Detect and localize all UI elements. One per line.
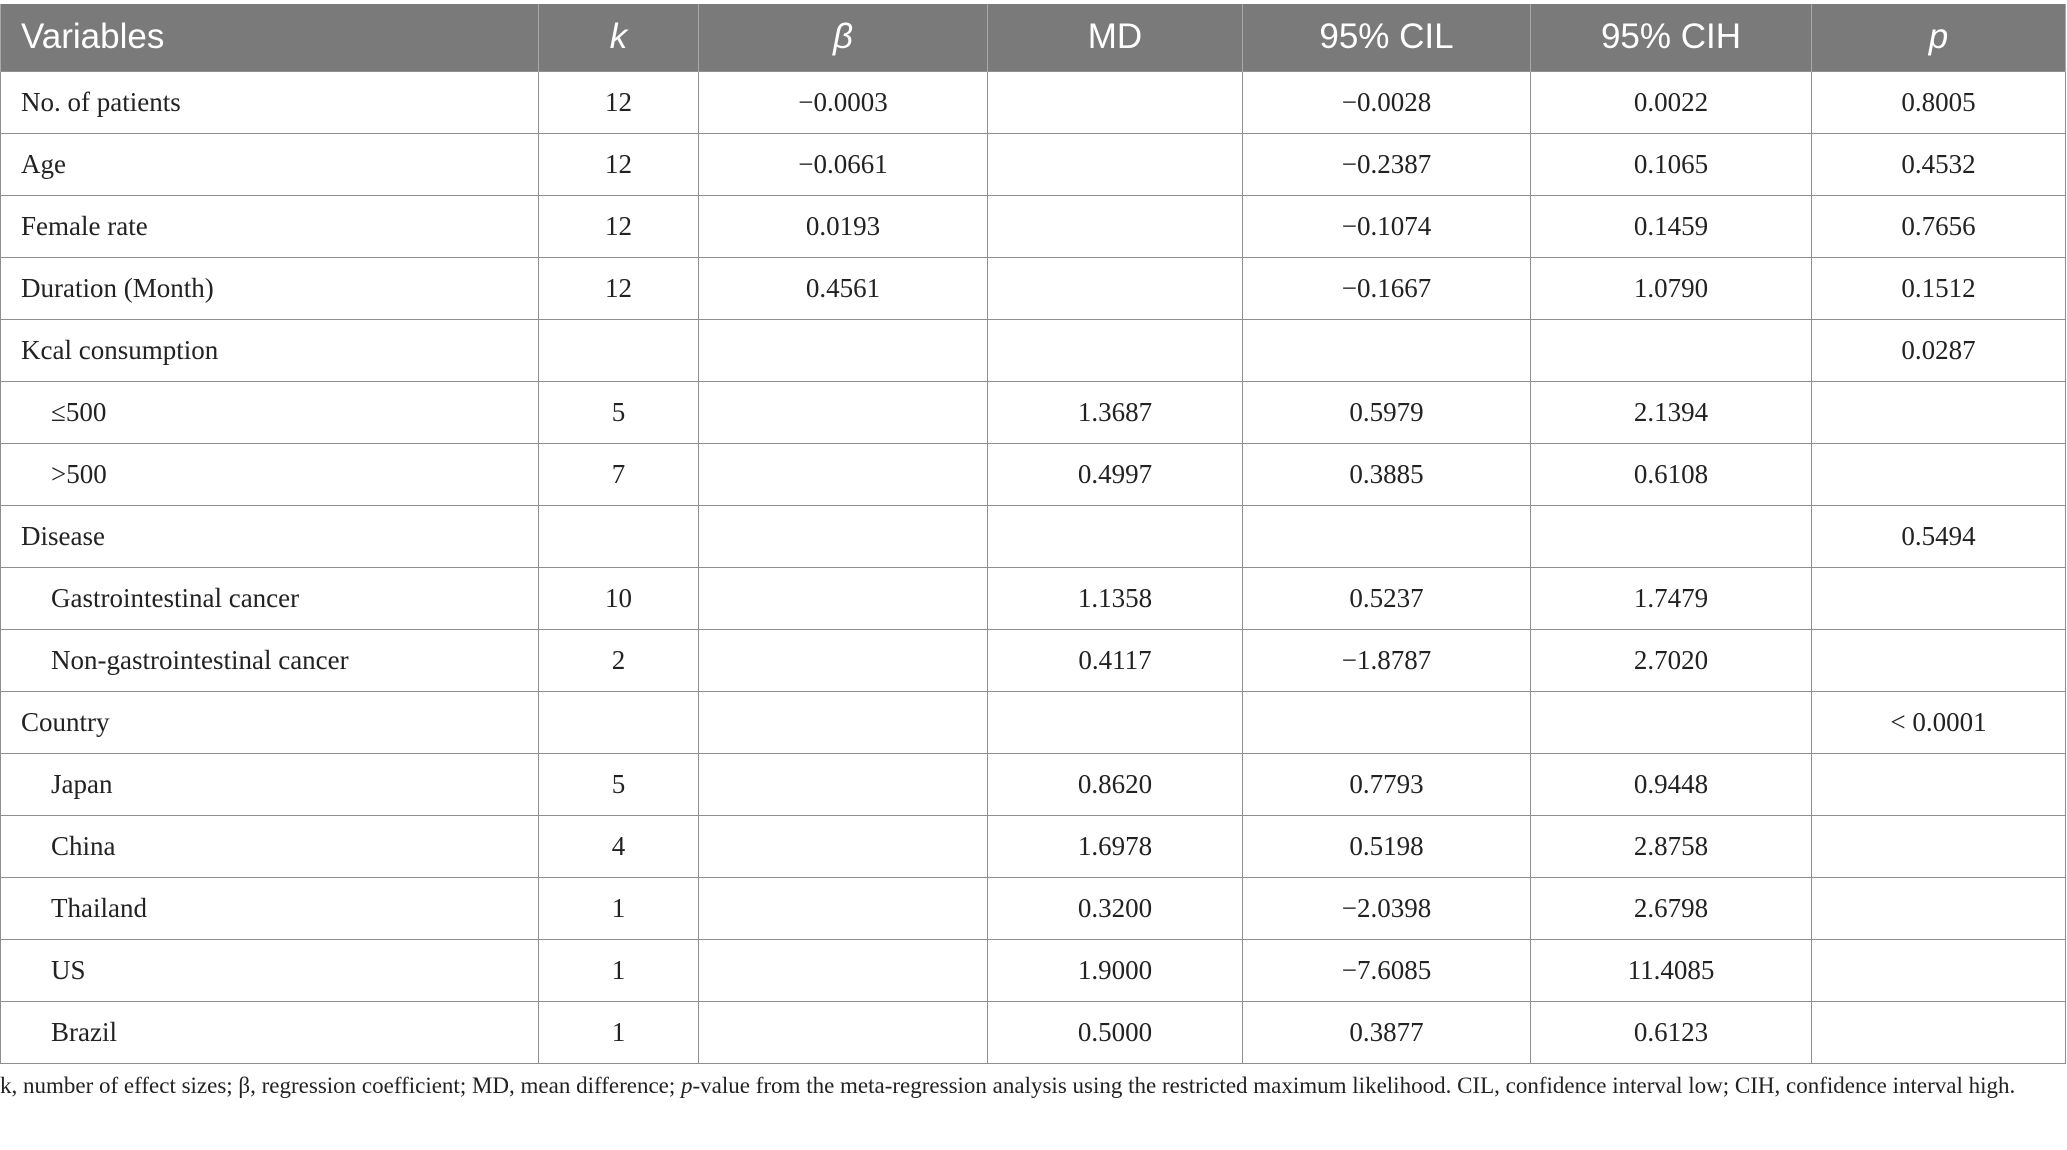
cell-variable: No. of patients	[1, 71, 539, 133]
cell-cih: 0.0022	[1531, 71, 1812, 133]
header-k: k	[539, 4, 699, 71]
table-row	[1, 939, 2066, 1001]
cell-cih: 0.1065	[1531, 133, 1812, 195]
cell-p	[1812, 1001, 2066, 1063]
cell-cil: −1.8787	[1243, 629, 1531, 691]
cell-variable: Gastrointestinal cancer	[1, 567, 539, 629]
cell-p	[1812, 877, 2066, 939]
cell-k	[539, 691, 699, 753]
cell-cih: 11.4085	[1531, 939, 1812, 1001]
table-row	[1, 629, 2066, 691]
cell-k: 2	[539, 629, 699, 691]
table-row	[1, 71, 2066, 133]
cell-p: 0.8005	[1812, 71, 2066, 133]
cell-k: 1	[539, 1001, 699, 1063]
cell-p	[1812, 629, 2066, 691]
cell-variable: Brazil	[1, 1001, 539, 1063]
cell-p	[1812, 753, 2066, 815]
cell-cil: 0.3877	[1243, 1001, 1531, 1063]
cell-md: 0.3200	[988, 877, 1243, 939]
cell-k: 12	[539, 133, 699, 195]
cell-cil	[1243, 319, 1531, 381]
cell-k: 1	[539, 877, 699, 939]
cell-variable: Japan	[1, 753, 539, 815]
footnote-p-italic: p	[681, 1073, 693, 1098]
cell-p	[1812, 567, 2066, 629]
header-p: p	[1812, 4, 2066, 71]
cell-cil: 0.5198	[1243, 815, 1531, 877]
cell-k: 10	[539, 567, 699, 629]
cell-cil: 0.7793	[1243, 753, 1531, 815]
cell-p	[1812, 815, 2066, 877]
header-row	[1, 4, 2066, 71]
cell-variable: Age	[1, 133, 539, 195]
cell-cih: 2.8758	[1531, 815, 1812, 877]
cell-variable: Country	[1, 691, 539, 753]
cell-cih: 1.0790	[1531, 257, 1812, 319]
table-row	[1, 505, 2066, 567]
cell-cil: 0.5979	[1243, 381, 1531, 443]
cell-k: 12	[539, 257, 699, 319]
cell-cih: 2.1394	[1531, 381, 1812, 443]
cell-p	[1812, 443, 2066, 505]
cell-md	[988, 257, 1243, 319]
cell-beta	[699, 815, 988, 877]
cell-p: 0.5494	[1812, 505, 2066, 567]
cell-md: 0.4117	[988, 629, 1243, 691]
cell-k: 5	[539, 753, 699, 815]
cell-k: 4	[539, 815, 699, 877]
cell-cil: −0.1667	[1243, 257, 1531, 319]
cell-cil: −0.0028	[1243, 71, 1531, 133]
cell-cih	[1531, 319, 1812, 381]
cell-k: 1	[539, 939, 699, 1001]
footnote-part2: -value from the meta-regression analysis using the restricted maximum likelihood. CIL, confidence interval low; CIH, confidence interval high.	[692, 1073, 2016, 1098]
cell-md: 0.5000	[988, 1001, 1243, 1063]
header-beta: β	[699, 4, 988, 71]
cell-cil: −0.1074	[1243, 195, 1531, 257]
cell-beta	[699, 505, 988, 567]
cell-cih	[1531, 505, 1812, 567]
cell-md: 1.6978	[988, 815, 1243, 877]
cell-beta: −0.0661	[699, 133, 988, 195]
cell-beta	[699, 753, 988, 815]
cell-k: 5	[539, 381, 699, 443]
cell-md: 0.4997	[988, 443, 1243, 505]
cell-beta	[699, 1001, 988, 1063]
cell-variable: Disease	[1, 505, 539, 567]
cell-p: 0.7656	[1812, 195, 2066, 257]
cell-cil	[1243, 505, 1531, 567]
cell-md: 0.8620	[988, 753, 1243, 815]
table-body	[1, 71, 2066, 1063]
table-row	[1, 257, 2066, 319]
table-row	[1, 195, 2066, 257]
cell-beta: −0.0003	[699, 71, 988, 133]
cell-md	[988, 319, 1243, 381]
cell-cil: −2.0398	[1243, 877, 1531, 939]
cell-cil: −7.6085	[1243, 939, 1531, 1001]
table-footnote	[0, 1067, 2060, 1104]
cell-cih: 2.6798	[1531, 877, 1812, 939]
cell-variable: Non-gastrointestinal cancer	[1, 629, 539, 691]
table-row	[1, 319, 2066, 381]
cell-md: 1.1358	[988, 567, 1243, 629]
table-header	[1, 4, 2066, 71]
cell-variable: Duration (Month)	[1, 257, 539, 319]
cell-cil: 0.3885	[1243, 443, 1531, 505]
cell-md	[988, 691, 1243, 753]
cell-p: 0.4532	[1812, 133, 2066, 195]
cell-k: 12	[539, 195, 699, 257]
header-cih: 95% CIH	[1531, 4, 1812, 71]
cell-cih: 2.7020	[1531, 629, 1812, 691]
cell-cih: 1.7479	[1531, 567, 1812, 629]
cell-beta	[699, 629, 988, 691]
meta-regression-table	[0, 4, 2066, 1064]
header-variables: Variables	[1, 4, 539, 71]
cell-beta: 0.4561	[699, 257, 988, 319]
cell-cih: 0.6123	[1531, 1001, 1812, 1063]
cell-cih: 0.9448	[1531, 753, 1812, 815]
cell-beta	[699, 567, 988, 629]
cell-beta	[699, 877, 988, 939]
table-row	[1, 133, 2066, 195]
table-row	[1, 691, 2066, 753]
cell-md	[988, 133, 1243, 195]
cell-p	[1812, 381, 2066, 443]
cell-md: 1.9000	[988, 939, 1243, 1001]
header-md: MD	[988, 4, 1243, 71]
cell-p: 0.0287	[1812, 319, 2066, 381]
cell-cil	[1243, 691, 1531, 753]
cell-cih: 0.1459	[1531, 195, 1812, 257]
table-row	[1, 1001, 2066, 1063]
header-cil: 95% CIL	[1243, 4, 1531, 71]
footnote-part1: k, number of effect sizes; β, regression coefficient; MD, mean difference;	[0, 1073, 682, 1098]
cell-md	[988, 71, 1243, 133]
cell-cih	[1531, 691, 1812, 753]
table-row	[1, 381, 2066, 443]
cell-p: 0.1512	[1812, 257, 2066, 319]
cell-variable: >500	[1, 443, 539, 505]
cell-cil: 0.5237	[1243, 567, 1531, 629]
cell-md	[988, 195, 1243, 257]
cell-beta	[699, 381, 988, 443]
cell-cih: 0.6108	[1531, 443, 1812, 505]
cell-beta: 0.0193	[699, 195, 988, 257]
cell-cil: −0.2387	[1243, 133, 1531, 195]
cell-variable: Kcal consumption	[1, 319, 539, 381]
cell-md	[988, 505, 1243, 567]
cell-variable: ≤500	[1, 381, 539, 443]
table-row	[1, 443, 2066, 505]
cell-beta	[699, 691, 988, 753]
cell-k	[539, 505, 699, 567]
cell-k: 7	[539, 443, 699, 505]
cell-variable: China	[1, 815, 539, 877]
cell-variable: Female rate	[1, 195, 539, 257]
cell-p	[1812, 939, 2066, 1001]
table-row	[1, 877, 2066, 939]
cell-p: < 0.0001	[1812, 691, 2066, 753]
cell-variable: US	[1, 939, 539, 1001]
cell-beta	[699, 319, 988, 381]
cell-beta	[699, 939, 988, 1001]
table-row	[1, 567, 2066, 629]
cell-md: 1.3687	[988, 381, 1243, 443]
cell-variable: Thailand	[1, 877, 539, 939]
table-row	[1, 753, 2066, 815]
cell-beta	[699, 443, 988, 505]
cell-k: 12	[539, 71, 699, 133]
cell-k	[539, 319, 699, 381]
table-row	[1, 815, 2066, 877]
